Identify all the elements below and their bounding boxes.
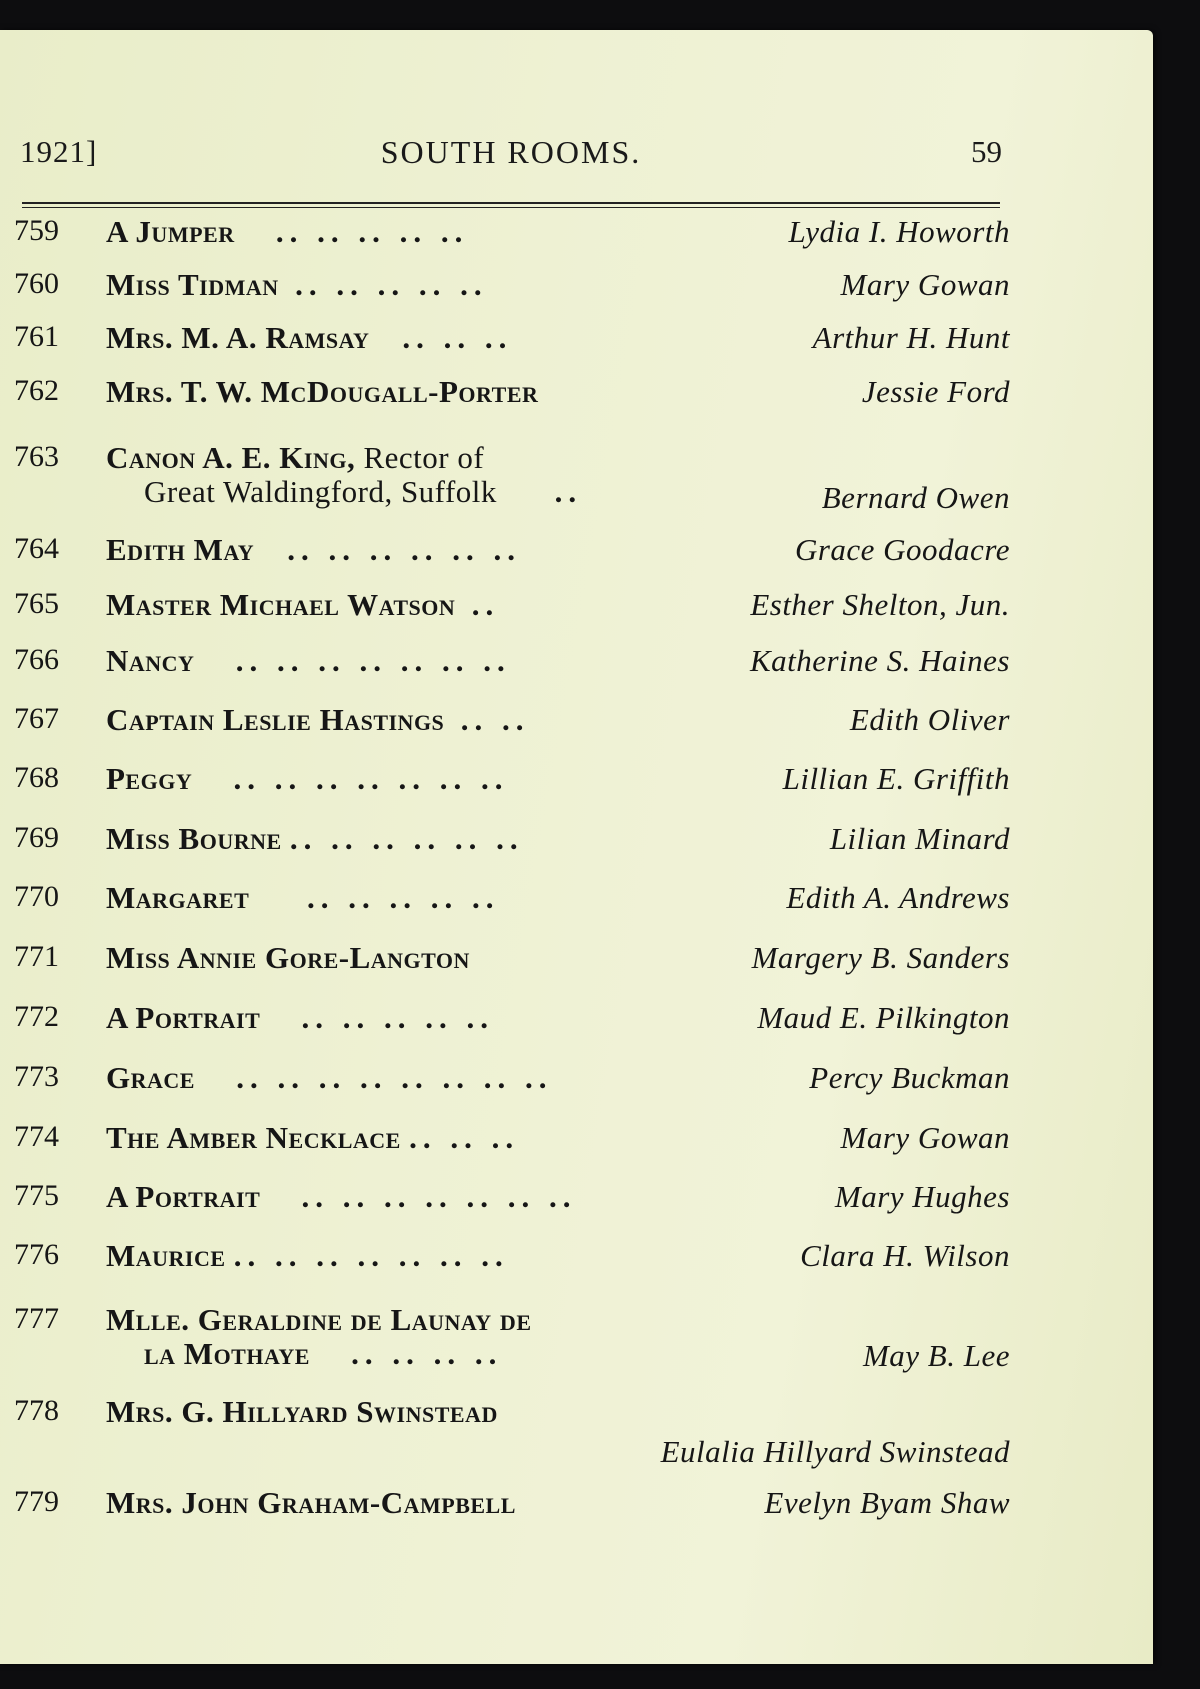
header-page-number: 59 (971, 134, 1002, 169)
entry-title: Nancy .. .. .. .. .. .. .. (106, 643, 511, 678)
entry-number: 776 (14, 1238, 59, 1271)
entry-number: 761 (14, 320, 59, 353)
entry-title: Peggy .. .. .. .. .. .. .. (106, 761, 509, 796)
entry-number: 765 (14, 587, 59, 620)
catalogue-page (0, 30, 1153, 1664)
leader-dots: .. .. .. .. .. (275, 214, 469, 249)
entry-title: Miss Bourne .. .. .. .. .. .. (106, 821, 524, 856)
leader-dots: .. (471, 587, 500, 622)
entry-title: Mlle. Geraldine de Launay de (106, 1302, 532, 1337)
entry-number: 779 (14, 1485, 59, 1518)
entry-artist: Edith A. Andrews (786, 880, 1010, 915)
entry-artist: Mary Gowan (840, 267, 1010, 302)
entry-number: 767 (14, 702, 59, 735)
entry-artist: Lilian Minard (829, 821, 1010, 856)
leader-dots: .. .. .. (409, 1120, 520, 1155)
entry-title: A Portrait .. .. .. .. .. (106, 1000, 495, 1035)
leader-dots: .. .. .. .. (351, 1336, 503, 1371)
entry-title: Canon A. E. King, Rector of (106, 440, 485, 475)
entry-title: Miss Tidman .. .. .. .. .. (106, 267, 488, 302)
entry-artist: Esther Shelton, Jun. (750, 587, 1010, 622)
entry-artist: Evelyn Byam Shaw (764, 1485, 1010, 1520)
entry-title: Master Michael Watson .. (106, 587, 500, 622)
entry-title: Mrs. M. A. Ramsay .. .. .. (106, 320, 513, 355)
leader-dots: .. .. .. .. .. (295, 267, 488, 302)
entry-number: 769 (14, 821, 59, 854)
entry-number: 778 (14, 1394, 59, 1427)
entry-number: 768 (14, 761, 59, 794)
entry-artist: Clara H. Wilson (800, 1238, 1010, 1273)
leader-dots: .. .. .. .. .. .. (287, 532, 521, 567)
entry-row (14, 1302, 1010, 1382)
entry-artist: Grace Goodacre (794, 532, 1010, 567)
entry-number: 760 (14, 267, 59, 300)
leader-dots: .. .. .. .. .. .. (289, 821, 524, 856)
entry-artist: Maud E. Pilkington (757, 1000, 1010, 1035)
entry-title: Maurice .. .. .. .. .. .. .. (106, 1238, 509, 1273)
entry-number: 774 (14, 1120, 59, 1153)
entry-number: 771 (14, 940, 59, 973)
entry-number: 775 (14, 1179, 59, 1212)
entry-artist: Margery B. Sanders (751, 940, 1010, 975)
leader-dots: .. (554, 474, 583, 509)
entry-artist: Eulalia Hillyard Swinstead (660, 1434, 1010, 1469)
entry-row (14, 440, 1010, 520)
header-year: 1921] (20, 134, 98, 169)
entry-artist: May B. Lee (862, 1338, 1010, 1373)
header-title: SOUTH ROOMS. (380, 134, 642, 170)
entry-number: 762 (14, 374, 59, 407)
entry-artist: Arthur H. Hunt (812, 320, 1010, 355)
leader-dots: .. .. .. .. .. .. .. .. (236, 1060, 553, 1095)
entry-number: 772 (14, 1000, 59, 1033)
entry-number: 759 (14, 214, 59, 247)
leader-dots: .. .. .. .. .. .. .. (235, 643, 511, 678)
entry-title-continued: la Mothaye .. .. .. .. (144, 1336, 503, 1371)
entry-number: 770 (14, 880, 59, 913)
leader-dots: .. .. .. .. .. .. .. (301, 1179, 577, 1214)
entry-artist: Edith Oliver (849, 702, 1010, 737)
entry-artist: Mary Hughes (834, 1179, 1010, 1214)
entry-title: Margaret .. .. .. .. .. (106, 880, 500, 915)
entry-artist: Bernard Owen (821, 480, 1010, 515)
entry-title: The Amber Necklace .. .. .. (106, 1120, 520, 1155)
leader-dots: .. .. .. .. .. .. .. (233, 761, 509, 796)
entry-artist: Lillian E. Griffith (782, 761, 1010, 796)
entry-artist: Katherine S. Haines (749, 643, 1010, 678)
entry-artist: Mary Gowan (840, 1120, 1010, 1155)
entry-title: Miss Annie Gore-Langton (106, 940, 470, 975)
entry-title-continued: Great Waldingford, Suffolk .. (144, 474, 583, 509)
entry-artist: Lydia I. Howorth (788, 214, 1010, 249)
leader-dots: .. .. .. .. .. (301, 1000, 495, 1035)
entry-title: Edith May .. .. .. .. .. .. (106, 532, 521, 567)
entry-number: 763 (14, 440, 59, 473)
entry-number: 773 (14, 1060, 59, 1093)
leader-dots: .. .. .. .. .. .. .. (233, 1238, 509, 1273)
entry-row (14, 1394, 1010, 1474)
entry-title: Captain Leslie Hastings .. .. (106, 702, 530, 737)
entry-title: Mrs. T. W. McDougall-Porter (106, 374, 539, 409)
leader-dots: .. .. (460, 702, 530, 737)
entry-number: 764 (14, 532, 59, 565)
entry-title: Grace .. .. .. .. .. .. .. .. (106, 1060, 553, 1095)
entry-number: 777 (14, 1302, 59, 1335)
entry-title: A Jumper .. .. .. .. .. (106, 214, 469, 249)
entry-artist: Jessie Ford (861, 374, 1010, 409)
entry-list (0, 30, 1153, 1664)
entry-artist: Percy Buckman (809, 1060, 1010, 1095)
leader-dots: .. .. .. .. .. (307, 880, 500, 915)
entry-title: Mrs. John Graham-Campbell (106, 1485, 516, 1520)
entry-title: Mrs. G. Hillyard Swinstead (106, 1394, 498, 1429)
entry-title: A Portrait .. .. .. .. .. .. .. (106, 1179, 577, 1214)
entry-number: 766 (14, 643, 59, 676)
leader-dots: .. .. .. (402, 320, 513, 355)
